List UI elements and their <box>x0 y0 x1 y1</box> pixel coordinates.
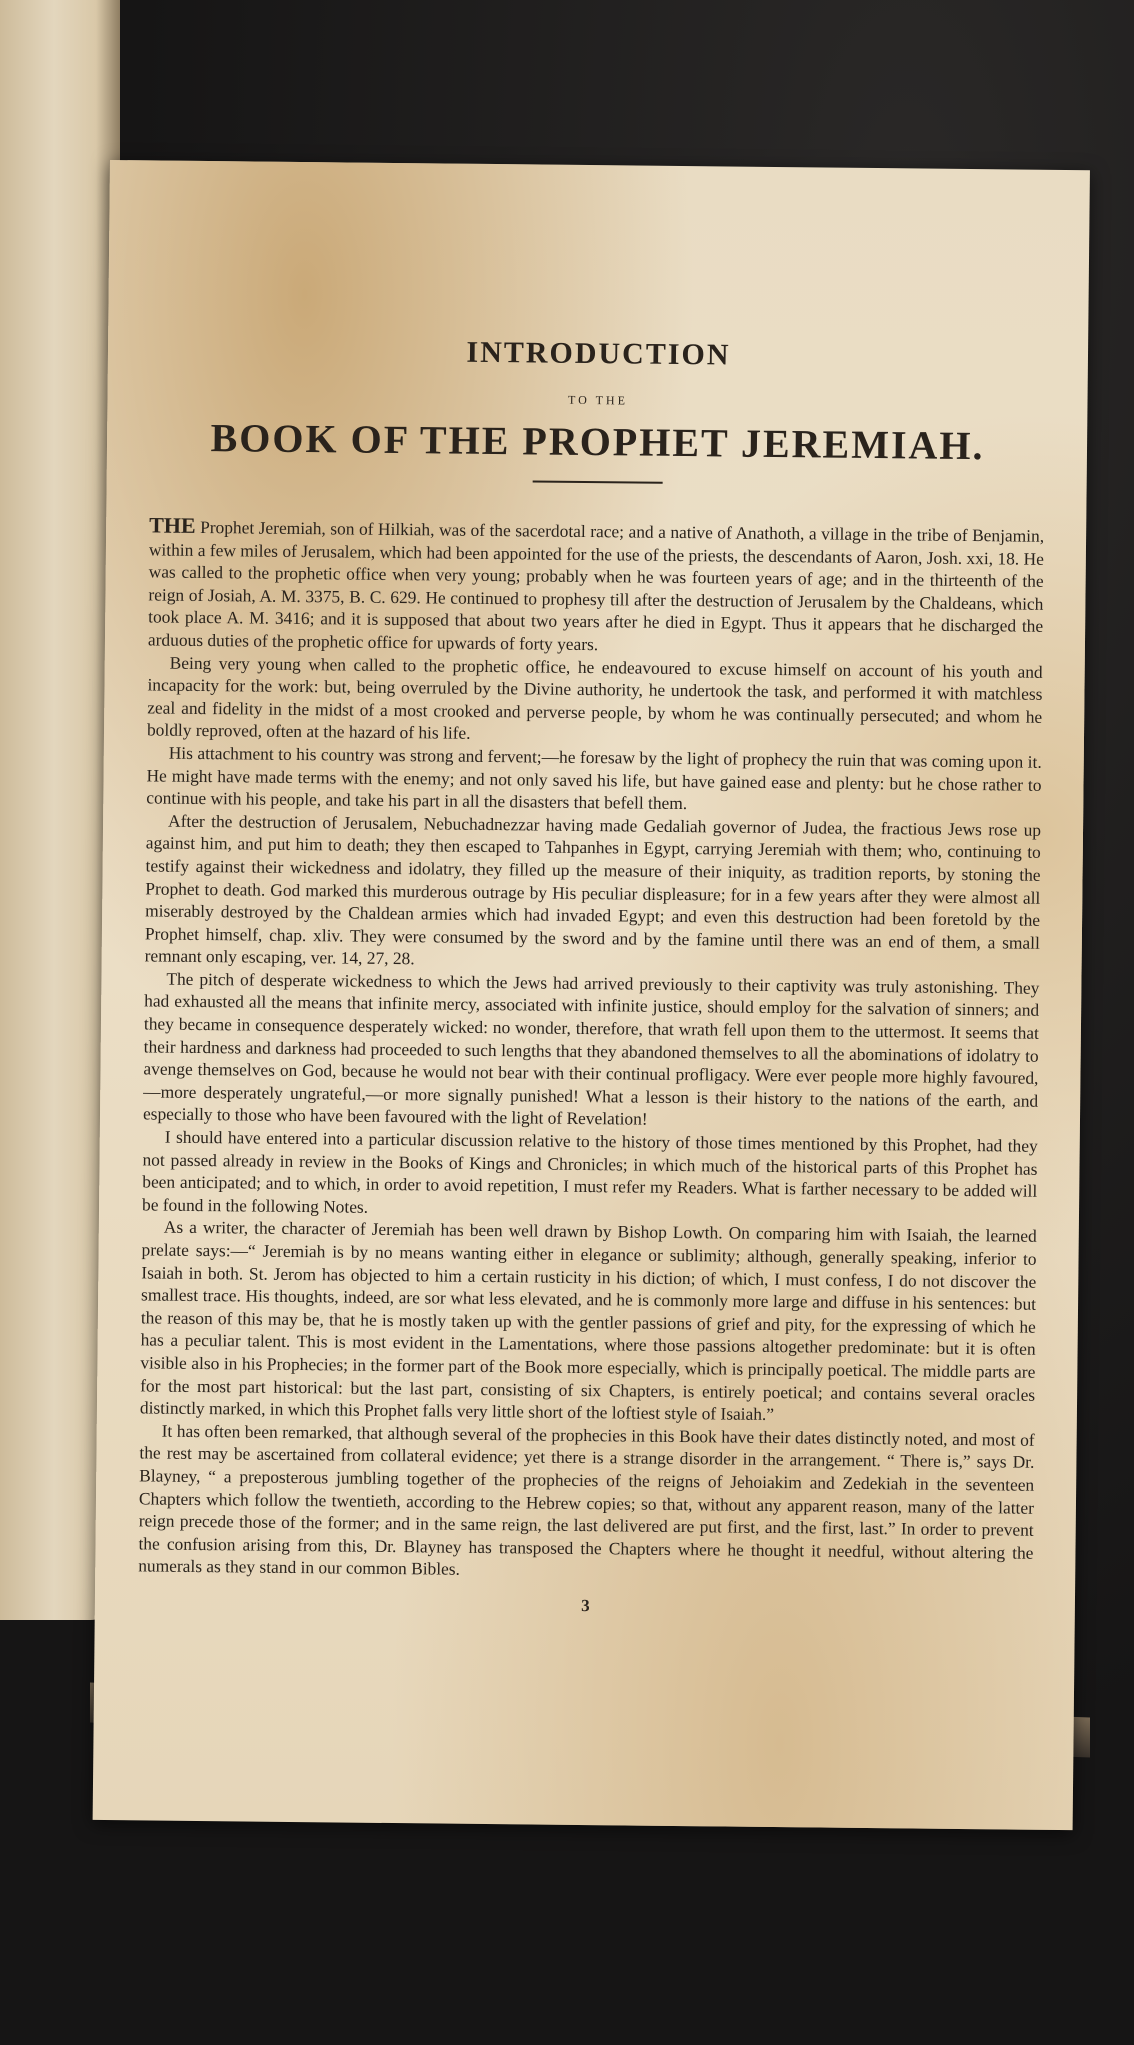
paragraph-3: His attachment to his country was strong and fervent;—he foresaw by the light of prophecy the ruin that was coming upon it. He might have made terms with the enemy; and not only saved his life, but have gained ease and plenty: but he chose rather to continue with his people, and take his part in all the disasters that befell them. <box>146 742 1042 814</box>
book-page <box>93 160 1090 1830</box>
dropcap: THE <box>149 512 196 538</box>
paragraph-text: Prophet Jeremiah, son of Hilkiah, was of the sacerdotal race; and a native of Anathoth, a village in the tribe of Benjamin, within a few miles of Jerusalem, which had been appointed for the use of the priests, the descendants of Aaron, Josh. xxi, 18. He was called to the prophetic office when very young; probably when he was fourteen years of age; and in the thirteenth of the reign of Josiah, A. M. 3375, B. C. 629. He continued to prophesy till after the destruction of Jerusalem by the Chaldeans, which took place A. M. 3416; and it is supposed that about two years after he died in Egypt. Thus it appears that he discharged the arduous duties of the prophetic office for upwards of forty years. <box>147 516 1045 655</box>
paragraph-7: As a writer, the character of Jeremiah has been well drawn by Bishop Lowth. On comparing him with Isaiah, the learned prelate says:—“ Jeremiah is by no means wanting either in elegance or sublimity; although, generally speaking, inferior to Isaiah in both. St. Jerom has objected to him a certain rusticity in his diction; of which, I must confess, I do not discover the smallest trace. His thoughts, indeed, are sor what less elevated, and he is commonly more large and diffuse in his sentences: but the reason of this may be, that he is mostly taken up with the gentler passions of grief and pity, for the expressing of which he has a peculiar talent. This is most evident in the Lamentations, where those passions altogether predominate: but it is often visible also in his Prophecies; in the former part of the Book more especially, which is principally poetical. The middle parts are for the most part historical: but the last part, consisting of six Chapters, is entirely poetical; and contains several oracles distinctly marked, in which this Prophet falls very little short of the loftiest style of Isaiah.” <box>139 1217 1037 1425</box>
page-content <box>138 332 1046 1620</box>
page-number: 3 <box>581 1595 590 1616</box>
title-rule <box>532 480 662 483</box>
paragraph-6: I should have entered into a particular discussion relative to the history of those times mentioned by this Prophet, had they not passed already in review in the Books of Kings and Chronicles; in which much of the historical parts of this Prophet has been anticipated; and to which, in order to avoid repetition, I must refer my Readers. What is farther necessary to be added will be found in the following Notes. <box>141 1126 1038 1217</box>
paragraph-5: The pitch of desperate wickedness to which the Jews had arrived previously to their captivity was truly astonishing. They had exhausted all the means that infinite mercy, associated with infinite justice, should employ for the salvation of sinners; and they became in consequence desperately wicked: no wonder, therefore, that wrath fell upon them to the uttermost. It seems that their hardness and darkness had proceeded to such lengths that they abandoned themselves to all the abominations of idolatry to avenge themselves on God, because he would not bear with their continual profligacy. Were ever people more highly favoured,—more desperately ungrateful,—or more signally punished! What a lesson is their history to the nations of the earth, and especially to those who have been favoured with the light of Revelation! <box>142 968 1040 1130</box>
paragraph-1 <box>148 514 1044 660</box>
main-title: BOOK OF THE PROPHET JEREMIAH. <box>210 415 985 469</box>
paragraph-2: Being very young when called to the prophetic office, he endeavoured to excuse himself on account of his youth and incapacity for the work: but, being overruled by the Divine authority, he undertook the task, and performed it with matchless zeal and fidelity in the midst of a most crooked and perverse people, by whom he was continually persecuted; and whom he boldly reproved, often at the hazard of his life. <box>146 652 1043 744</box>
header-connector: TO THE <box>567 392 629 408</box>
paragraph-8: It has often been remarked, that although several of the prophecies in this Book have their dates distinctly noted, and most of the rest may be ascertained from collateral evidence; yet there is a strange disorder in the arrangement. “ There is,” says Dr. Blayney, “ a preposterous jumbling together of the prophecies of the reigns of Jehoiakim and Zedekiah in the seventeen Chapters which follow the twentieth, according to the Hebrew copies; so that, without any apparent reason, many of the latter reign precede those of the former; and in the same reign, the last delivered are put first, and the first, last.” In order to prevent the confusion arising from this, Dr. Blayney has transposed the Chapters where he thought it needful, without altering the numerals as they stand in our common Bibles. <box>138 1420 1035 1580</box>
header-title: INTRODUCTION <box>466 335 731 372</box>
paragraph-4: After the destruction of Jerusalem, Nebuchadnezzar having made Gedaliah governor of Judea, the fractious Jews rose up against him, and put him to death; they then escaped to Tahpanhes in Egypt, carrying Jeremiah with them; who, continuing to testify against their wickedness and idolatry, they filled up the measure of their iniquity, as tradition reports, by stoning the Prophet to death. God marked this murderous outrage by His peculiar displeasure; for in a few years after they were almost all miserably destroyed by the Chaldean armies which had invaded Egypt; and even this destruction had been foretold by the Prophet himself, chap. xliv. They were consumed by the sword and by the famine until there was an end of them, a small remnant only escaping, ver. 14, 27, 28. <box>144 810 1042 969</box>
